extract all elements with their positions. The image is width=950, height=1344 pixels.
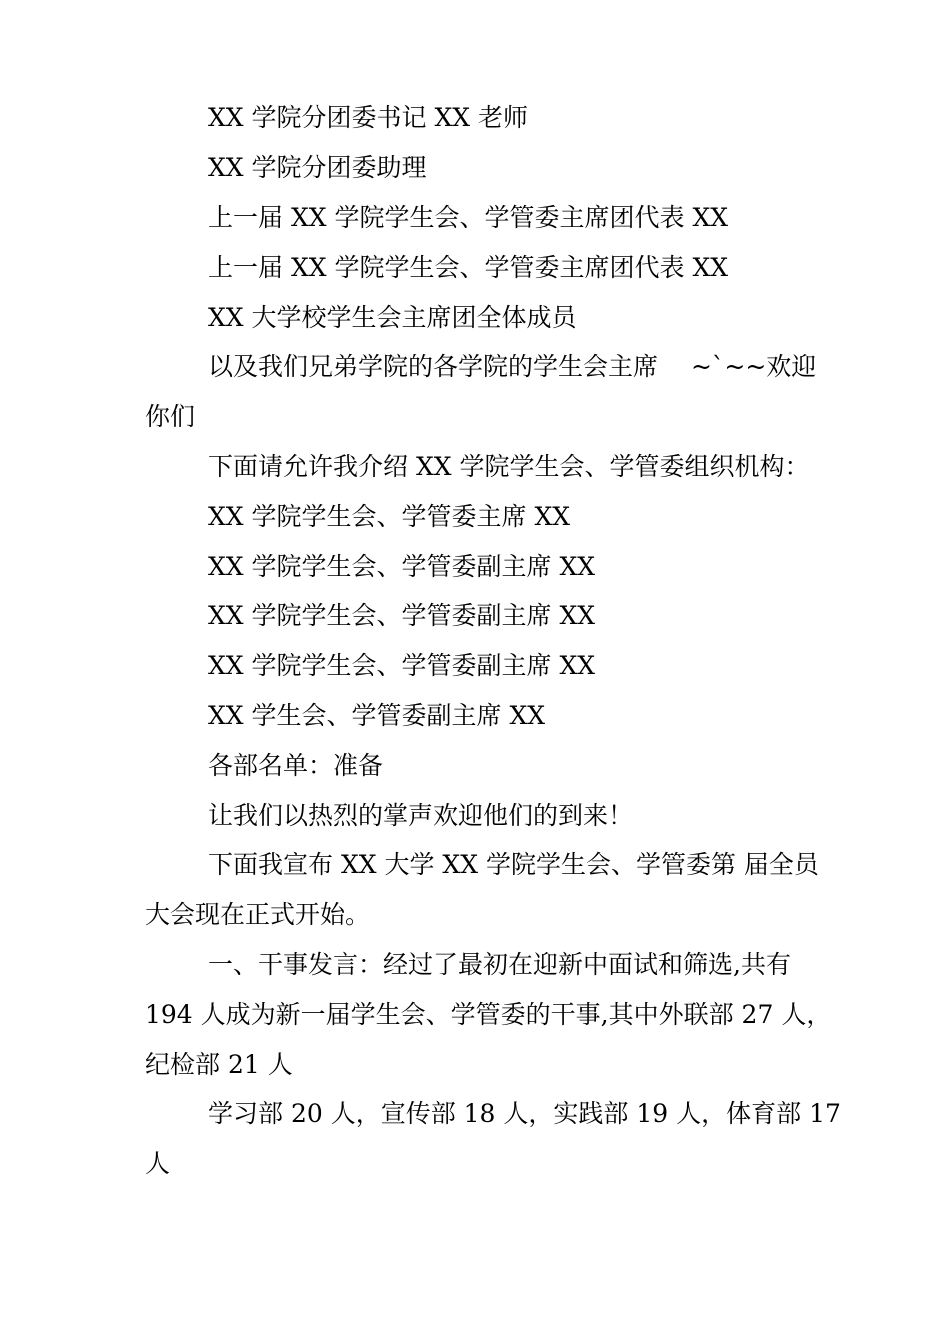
- text-line: XX 学院学生会、学管委主席 XX: [208, 502, 571, 531]
- text-line: XX 大学校学生会主席团全体成员: [208, 303, 577, 332]
- text-line: XX 学院学生会、学管委副主席 XX: [208, 651, 596, 680]
- text-line: 你们: [145, 402, 196, 431]
- text-line: 纪检部 21 人: [145, 1050, 293, 1079]
- text-line: 下面我宣布 XX 大学 XX 学院学生会、学管委第 届全员: [208, 850, 819, 879]
- text-line: XX 学生会、学管委副主席 XX: [208, 701, 546, 730]
- text-line: 大会现在正式开始。: [145, 900, 371, 929]
- text-line: 上一届 XX 学院学生会、学管委主席团代表 XX: [208, 253, 729, 282]
- text-line: 194 人成为新一届学生会、学管委的干事,其中外联部 27 人，: [145, 1000, 832, 1029]
- text-line: XX 学院学生会、学管委副主席 XX: [208, 601, 596, 630]
- text-line: 一、干事发言：经过了最初在迎新中面试和筛选,共有: [208, 950, 791, 979]
- text-line: 上一届 XX 学院学生会、学管委主席团代表 XX: [208, 203, 729, 232]
- text-line: 让我们以热烈的掌声欢迎他们的到来！: [208, 801, 634, 830]
- text-line: 下面请允许我介绍 XX 学院学生会、学管委组织机构：: [208, 452, 810, 481]
- text-line: 人: [145, 1149, 171, 1178]
- text-line: XX 学院分团委书记 XX 老师: [208, 103, 529, 132]
- text-line: XX 学院分团委助理: [208, 153, 427, 182]
- text-line: 各部名单：准备: [208, 751, 384, 780]
- text-line: 以及我们兄弟学院的各学院的学生会主席 ~`~~欢迎: [208, 352, 817, 381]
- text-line: XX 学院学生会、学管委副主席 XX: [208, 552, 596, 581]
- text-line: 学习部 20 人，宣传部 18 人，实践部 19 人，体育部 17: [208, 1099, 841, 1128]
